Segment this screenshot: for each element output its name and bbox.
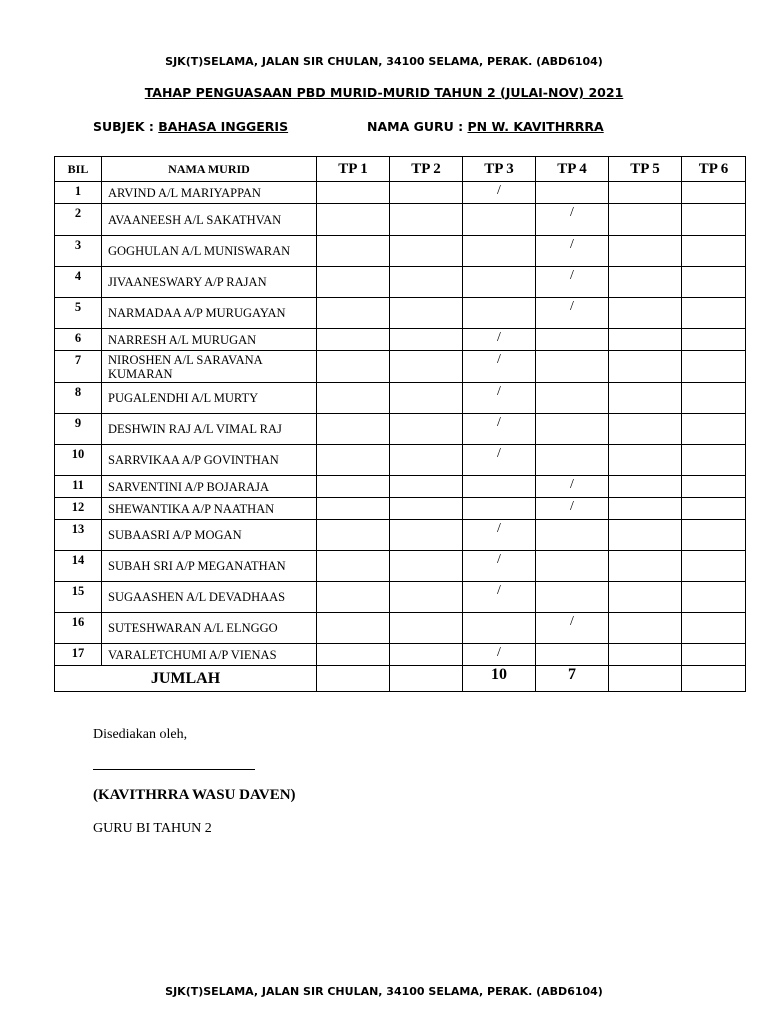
tp5-cell	[609, 182, 682, 204]
tp2-cell	[390, 520, 463, 551]
col-tp6-header: TP 6	[682, 157, 746, 182]
tp6-cell	[682, 644, 746, 666]
student-name: NIROSHEN A/L SARAVANA KUMARAN	[102, 351, 317, 383]
tp3-cell	[463, 236, 536, 267]
tp2-cell	[390, 582, 463, 613]
row-number: 10	[55, 445, 102, 476]
row-number: 16	[55, 613, 102, 644]
table-row	[55, 644, 746, 666]
tp5-cell	[609, 267, 682, 298]
tp5-cell	[609, 351, 682, 383]
tp2-cell	[390, 644, 463, 666]
student-name: PUGALENDHI A/L MURTY	[102, 383, 317, 414]
tp1-cell	[317, 383, 390, 414]
tp6-cell	[682, 236, 746, 267]
total-tp6	[682, 666, 746, 692]
tp6-cell	[682, 613, 746, 644]
tp4-cell	[536, 644, 609, 666]
subject-value: BAHASA INGGERIS	[158, 119, 289, 134]
row-number: 1	[55, 182, 102, 204]
student-name: SUBAASRI A/P MOGAN	[102, 520, 317, 551]
student-name: SARVENTINI A/P BOJARAJA	[102, 476, 317, 498]
tp3-cell	[463, 582, 536, 613]
tp3-cell	[463, 414, 536, 445]
tp3-cell	[463, 351, 536, 383]
table-row	[55, 267, 746, 298]
tp2-cell	[390, 414, 463, 445]
tp3-cell	[463, 445, 536, 476]
tp6-cell	[682, 351, 746, 383]
tp2-cell	[390, 329, 463, 351]
col-tp3-header: TP 3	[463, 157, 536, 182]
tp6-cell	[682, 182, 746, 204]
tp6-cell	[682, 383, 746, 414]
tp4-cell	[536, 383, 609, 414]
tp6-cell	[682, 267, 746, 298]
tp6-cell	[682, 582, 746, 613]
total-row	[55, 666, 746, 692]
tick-mark: /	[570, 614, 574, 629]
row-number: 12	[55, 498, 102, 520]
total-tp5	[609, 666, 682, 692]
tp2-cell	[390, 298, 463, 329]
tp5-cell	[609, 582, 682, 613]
school-footer: SJK(T)SELAMA, JALAN SIR CHULAN, 34100 SELAMA, PERAK. (ABD6104)	[165, 985, 603, 998]
tp3-cell	[463, 613, 536, 644]
tp1-cell	[317, 582, 390, 613]
tp2-cell	[390, 551, 463, 582]
tick-mark: /	[497, 384, 501, 399]
tp3-cell	[463, 520, 536, 551]
student-name: NARRESH A/L MURUGAN	[102, 329, 317, 351]
tp3-cell	[463, 644, 536, 666]
tp3-cell	[463, 182, 536, 204]
student-name: AVAANEESH A/L SAKATHVAN	[102, 204, 317, 236]
table-row	[55, 204, 746, 236]
tick-mark: /	[497, 552, 501, 567]
tp5-cell	[609, 644, 682, 666]
tp6-cell	[682, 204, 746, 236]
tp4-cell	[536, 204, 609, 236]
tp1-cell	[317, 298, 390, 329]
tick-mark: /	[497, 415, 501, 430]
tp4-cell	[536, 236, 609, 267]
student-name: JIVAANESWARY A/P RAJAN	[102, 267, 317, 298]
tp4-cell	[536, 445, 609, 476]
tp3-cell	[463, 298, 536, 329]
tick-mark: /	[497, 330, 501, 345]
tp1-cell	[317, 204, 390, 236]
row-number: 9	[55, 414, 102, 445]
student-name: SARRVIKAA A/P GOVINTHAN	[102, 445, 317, 476]
tp5-cell	[609, 613, 682, 644]
tp4-cell	[536, 582, 609, 613]
table-row	[55, 383, 746, 414]
row-number: 17	[55, 644, 102, 666]
tick-mark: /	[570, 268, 574, 283]
tp4-cell	[536, 351, 609, 383]
row-number: 6	[55, 329, 102, 351]
table-row	[55, 182, 746, 204]
tp1-cell	[317, 644, 390, 666]
tp3-cell	[463, 498, 536, 520]
page-title-text: TAHAP PENGUASAAN PBD MURID-MURID TAHUN 2 (JULAI-NOV) 2021	[144, 85, 624, 100]
tp1-cell	[317, 445, 390, 476]
tick-mark: /	[570, 237, 574, 252]
tp5-cell	[609, 329, 682, 351]
student-name: GOGHULAN A/L MUNISWARAN	[102, 236, 317, 267]
teacher-label: NAMA GURU :	[367, 119, 468, 134]
tick-mark: /	[497, 183, 501, 198]
tp6-cell	[682, 298, 746, 329]
col-tp2-header: TP 2	[390, 157, 463, 182]
tp4-cell	[536, 476, 609, 498]
tp3-cell	[463, 267, 536, 298]
table-row	[55, 476, 746, 498]
tp1-cell	[317, 182, 390, 204]
tp5-cell	[609, 414, 682, 445]
tp4-cell	[536, 520, 609, 551]
tick-mark: /	[570, 499, 574, 514]
tp1-cell	[317, 520, 390, 551]
row-number: 8	[55, 383, 102, 414]
total-tp4: 7	[536, 666, 609, 692]
tick-mark: /	[570, 477, 574, 492]
tp4-cell	[536, 267, 609, 298]
tp3-cell	[463, 329, 536, 351]
tick-mark: /	[570, 205, 574, 220]
tp3-cell	[463, 551, 536, 582]
col-tp1-header: TP 1	[317, 157, 390, 182]
tp4-cell	[536, 551, 609, 582]
tp5-cell	[609, 498, 682, 520]
school-header: SJK(T)SELAMA, JALAN SIR CHULAN, 34100 SELAMA, PERAK. (ABD6104)	[165, 55, 603, 68]
table-row	[55, 551, 746, 582]
tp5-cell	[609, 298, 682, 329]
table-row	[55, 498, 746, 520]
signatory-name: (KAVITHRRA WASU DAVEN)	[93, 787, 296, 803]
tp1-cell	[317, 267, 390, 298]
teacher-line	[367, 119, 604, 134]
table-row	[55, 298, 746, 329]
teacher-value: PN W. KAVITHRRRA	[467, 119, 604, 134]
tp2-cell	[390, 204, 463, 236]
tp2-cell	[390, 476, 463, 498]
signature-line	[93, 769, 255, 770]
tp5-cell	[609, 520, 682, 551]
tick-mark: /	[497, 521, 501, 536]
tp1-cell	[317, 551, 390, 582]
tp2-cell	[390, 351, 463, 383]
tick-mark: /	[497, 583, 501, 598]
col-bil-header: BIL	[55, 157, 102, 182]
tp2-cell	[390, 267, 463, 298]
tp2-cell	[390, 613, 463, 644]
student-name: VARALETCHUMI A/P VIENAS	[102, 644, 317, 666]
tp5-cell	[609, 204, 682, 236]
tp6-cell	[682, 329, 746, 351]
prepared-by: Disediakan oleh,	[93, 727, 188, 742]
tp5-cell	[609, 236, 682, 267]
row-number: 3	[55, 236, 102, 267]
col-tp5-header: TP 5	[609, 157, 682, 182]
student-name: SUGAASHEN A/L DEVADHAAS	[102, 582, 317, 613]
table-row	[55, 613, 746, 644]
tp4-cell	[536, 498, 609, 520]
col-nama-header: NAMA MURID	[102, 157, 317, 182]
tp3-cell	[463, 204, 536, 236]
student-name: SUTESHWARAN A/L ELNGGO	[102, 613, 317, 644]
tp2-cell	[390, 445, 463, 476]
student-name: NARMADAA A/P MURUGAYAN	[102, 298, 317, 329]
tp6-cell	[682, 445, 746, 476]
tp1-cell	[317, 476, 390, 498]
tp5-cell	[609, 445, 682, 476]
tp2-cell	[390, 383, 463, 414]
row-number: 14	[55, 551, 102, 582]
tp1-cell	[317, 236, 390, 267]
row-number: 7	[55, 351, 102, 383]
tp4-cell	[536, 613, 609, 644]
tp5-cell	[609, 476, 682, 498]
row-number: 15	[55, 582, 102, 613]
total-tp2	[390, 666, 463, 692]
tick-mark: /	[497, 446, 501, 461]
table-row	[55, 520, 746, 551]
tp3-cell	[463, 476, 536, 498]
row-number: 5	[55, 298, 102, 329]
tick-mark: /	[497, 352, 501, 367]
tp6-cell	[682, 414, 746, 445]
table-row	[55, 329, 746, 351]
tp2-cell	[390, 498, 463, 520]
page-title	[0, 85, 768, 100]
tp4-cell	[536, 298, 609, 329]
tp1-cell	[317, 351, 390, 383]
tp1-cell	[317, 613, 390, 644]
tp2-cell	[390, 236, 463, 267]
tp6-cell	[682, 476, 746, 498]
student-name: SUBAH SRI A/P MEGANATHAN	[102, 551, 317, 582]
row-number: 2	[55, 204, 102, 236]
signatory-role: GURU BI TAHUN 2	[93, 821, 212, 836]
table-row	[55, 236, 746, 267]
tp6-cell	[682, 498, 746, 520]
pbd-table	[54, 156, 746, 692]
tp3-cell	[463, 383, 536, 414]
tp6-cell	[682, 520, 746, 551]
tp6-cell	[682, 551, 746, 582]
table-row	[55, 582, 746, 613]
tp1-cell	[317, 414, 390, 445]
subject-line	[93, 119, 288, 134]
col-tp4-header: TP 4	[536, 157, 609, 182]
tp5-cell	[609, 383, 682, 414]
student-name: ARVIND A/L MARIYAPPAN	[102, 182, 317, 204]
tp4-cell	[536, 182, 609, 204]
tp1-cell	[317, 329, 390, 351]
tp5-cell	[609, 551, 682, 582]
total-tp1	[317, 666, 390, 692]
table-header-row	[55, 157, 746, 182]
subject-label: SUBJEK :	[93, 119, 159, 134]
tp1-cell	[317, 498, 390, 520]
student-name: DESHWIN RAJ A/L VIMAL RAJ	[102, 414, 317, 445]
table-row	[55, 414, 746, 445]
tp4-cell	[536, 329, 609, 351]
tp2-cell	[390, 182, 463, 204]
total-tp3: 10	[463, 666, 536, 692]
student-name: SHEWANTIKA A/P NAATHAN	[102, 498, 317, 520]
row-number: 11	[55, 476, 102, 498]
table-row	[55, 445, 746, 476]
row-number: 13	[55, 520, 102, 551]
row-number: 4	[55, 267, 102, 298]
table-row	[55, 351, 746, 383]
tick-mark: /	[570, 299, 574, 314]
table-body	[55, 182, 746, 666]
total-label: JUMLAH	[55, 666, 317, 692]
tp4-cell	[536, 414, 609, 445]
tick-mark: /	[497, 645, 501, 660]
